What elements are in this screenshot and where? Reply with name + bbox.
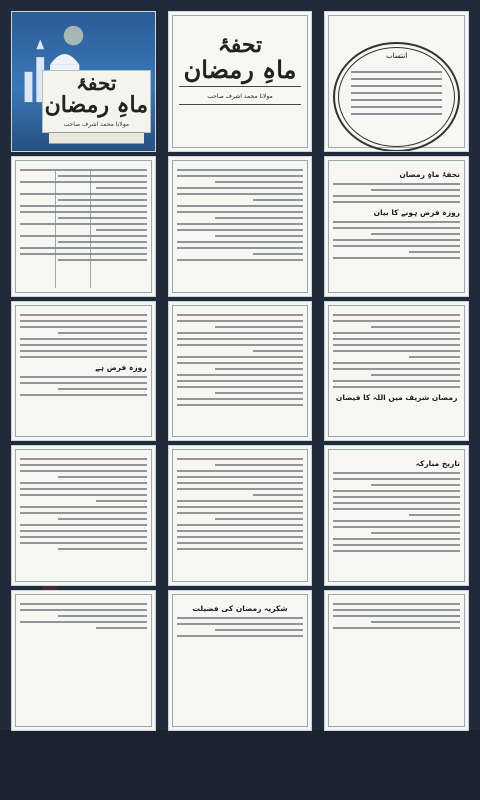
page-text [333, 454, 460, 577]
page-text [177, 310, 304, 433]
thumbnail-page-14[interactable] [169, 591, 312, 730]
thumbnail-page-10[interactable] [12, 446, 155, 585]
page-text [177, 454, 304, 577]
cover-author-bar [49, 132, 144, 144]
title-page-author: مولانا محمد اشرف صاحب [207, 93, 273, 101]
thumbnail-contents-page[interactable] [12, 157, 155, 296]
thumbnail-page-11[interactable] [169, 446, 312, 585]
toc-lines [20, 165, 147, 288]
cover-title-line1: تحفۂ [76, 71, 117, 95]
dedication-seal [333, 42, 460, 151]
page-subheading: روزہ فرض ہونے کا بیان [373, 207, 460, 217]
page-frame [172, 15, 309, 148]
page-text [20, 310, 147, 433]
thumbnail-page-7[interactable] [12, 302, 155, 441]
thumbnail-dedication-page[interactable] [325, 12, 468, 151]
thumbnail-page-13[interactable] [12, 591, 155, 730]
page-text [333, 599, 460, 722]
page-text [333, 310, 460, 433]
thumbnail-title-page[interactable] [169, 12, 312, 151]
thumbnail-page-9[interactable] [325, 302, 468, 441]
cover-author: مولانا محمد اشرف صاحب [63, 121, 130, 129]
page-text [177, 165, 304, 288]
footer-backdrop [0, 730, 480, 800]
page-heading: روزہ فرض ہے [95, 362, 147, 372]
thumbnail-page-6[interactable] [325, 157, 468, 296]
page-text [177, 599, 304, 722]
thumbnail-page-5[interactable] [169, 157, 312, 296]
page-text [20, 454, 147, 577]
page-heading: تاریخ مبارکہ [415, 459, 460, 469]
thumbnail-page-15[interactable] [325, 591, 468, 730]
page-text [20, 599, 147, 722]
thumbnail-page-8[interactable] [169, 302, 312, 441]
page-heading: تحفۂ ماہِ رمضان [399, 169, 460, 179]
thumbnail-page-12[interactable] [325, 446, 468, 585]
title-page-line2: ماہِ رمضان [183, 55, 297, 85]
page-text [333, 165, 460, 288]
cover-title-line2: ماہِ رمضان [44, 92, 149, 118]
cover-title-panel [42, 70, 151, 133]
seal-label: انتساب [382, 52, 411, 60]
page-thumbnail-grid [12, 12, 468, 730]
seal-text-lines [351, 66, 442, 120]
thumbnail-cover[interactable] [12, 12, 155, 151]
page-heading: رمضان شریف میں اللہ کا فیضان [335, 392, 458, 402]
title-page-line1: تحفۂ [217, 32, 263, 58]
page-heading: شکریہ رمضان کی فضیلت [192, 604, 288, 614]
